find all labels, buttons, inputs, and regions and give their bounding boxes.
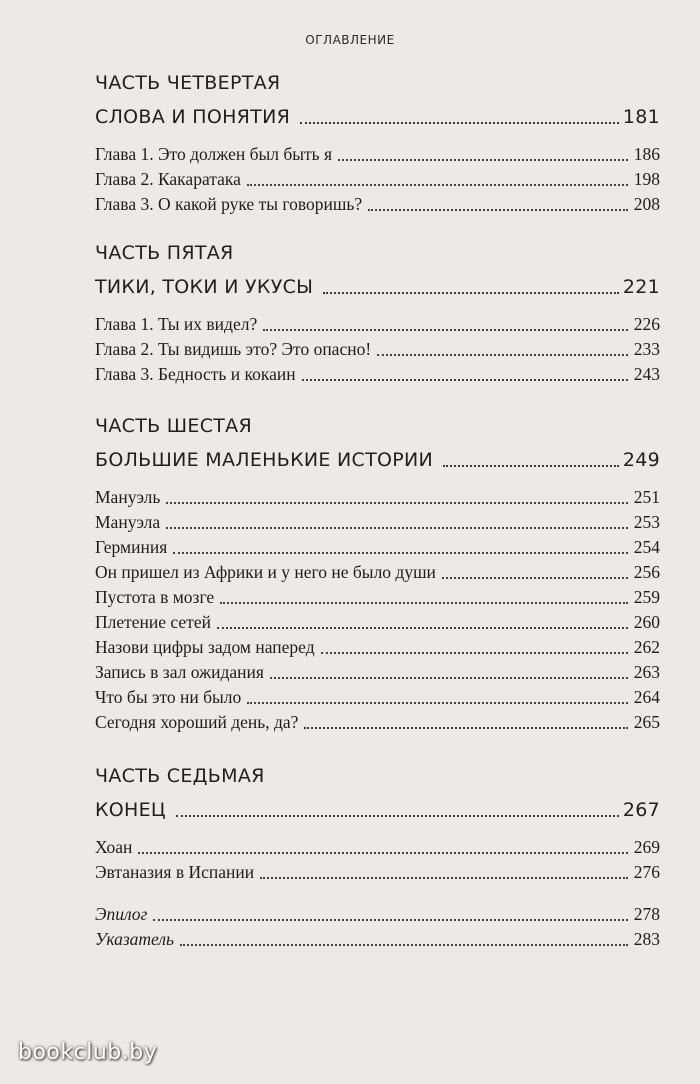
dot-leader xyxy=(220,602,628,604)
entry-title: Мануэль xyxy=(95,487,161,507)
part-title: КОНЕЦ xyxy=(95,799,166,821)
entry-title: Глава 1. Ты их видел? xyxy=(95,314,258,334)
entry-page-number: 276 xyxy=(633,862,660,882)
part-title-row[interactable] xyxy=(95,797,660,823)
part-title: БОЛЬШИЕ МАЛЕНЬКИЕ ИСТОРИИ xyxy=(95,449,434,471)
entry-page-number: 259 xyxy=(633,587,660,607)
toc-entry-epilogue[interactable] xyxy=(95,902,660,927)
toc-entry[interactable] xyxy=(95,362,660,387)
toc-entry[interactable] xyxy=(95,510,660,535)
toc-entry[interactable] xyxy=(95,860,660,885)
entry-title: Пустота в мозге xyxy=(95,587,215,607)
entry-title: Запись в зал ожидания xyxy=(95,662,264,682)
dot-leader xyxy=(166,527,628,529)
entry-title: Герминия xyxy=(95,537,168,557)
entry-page-number: 264 xyxy=(633,687,660,707)
entry-title: Хоан xyxy=(95,837,133,857)
dot-leader xyxy=(217,627,628,629)
dot-leader xyxy=(300,122,619,124)
toc-entry[interactable] xyxy=(95,660,660,685)
entry-page-number: 263 xyxy=(633,662,660,682)
dot-leader xyxy=(176,815,619,817)
entry-page-number: 243 xyxy=(633,364,660,384)
entry-title: Глава 2. Ты видишь это? Это опасно! xyxy=(95,339,372,359)
toc-entry[interactable] xyxy=(95,610,660,635)
dot-leader xyxy=(173,552,627,554)
toc-entry[interactable] xyxy=(95,535,660,560)
dot-leader xyxy=(323,292,619,294)
part-title-row[interactable] xyxy=(95,274,660,300)
entry-page-number: 186 xyxy=(633,144,660,164)
part-title: ТИКИ, ТОКИ И УКУСЫ xyxy=(95,276,314,298)
dot-leader xyxy=(443,465,619,467)
part-label: ЧАСТЬ СЕДЬМАЯ xyxy=(95,765,265,787)
entry-title: Сегодня хороший день, да? xyxy=(95,712,299,732)
part-seven xyxy=(95,763,660,885)
entry-title: Глава 3. О какой руке ты говоришь? xyxy=(95,194,363,214)
toc-entry[interactable] xyxy=(95,312,660,337)
toc-entry[interactable] xyxy=(95,685,660,710)
dot-leader xyxy=(247,702,627,704)
dot-leader xyxy=(270,677,628,679)
chapter-list xyxy=(95,835,660,885)
dot-leader xyxy=(304,727,627,729)
chapter-list xyxy=(95,485,660,735)
toc-entry[interactable] xyxy=(95,142,660,167)
page-header: ОГЛАВЛЕНИЕ xyxy=(305,33,395,47)
entry-title: Указатель xyxy=(95,929,174,949)
part-page-number: 267 xyxy=(622,799,660,821)
entry-page-number: 260 xyxy=(633,612,660,632)
part-label: ЧАСТЬ ШЕСТАЯ xyxy=(95,415,252,437)
part-page-number: 249 xyxy=(622,449,660,471)
part-four xyxy=(95,70,660,217)
toc-entry[interactable] xyxy=(95,585,660,610)
entry-title: Глава 2. Какаратака xyxy=(95,169,241,189)
dot-leader xyxy=(442,577,628,579)
toc-entry[interactable] xyxy=(95,485,660,510)
toc-entry[interactable] xyxy=(95,635,660,660)
entry-page-number: 254 xyxy=(633,537,660,557)
entry-title: Эпилог xyxy=(95,904,148,924)
entry-title: Глава 1. Это должен был быть я xyxy=(95,144,333,164)
dot-leader xyxy=(377,354,628,356)
entry-title: Эвтаназия в Испании xyxy=(95,862,255,882)
entry-page-number: 269 xyxy=(633,837,660,857)
back-matter xyxy=(95,902,660,952)
entry-page-number: 256 xyxy=(633,562,660,582)
entry-page-number: 262 xyxy=(633,637,660,657)
entry-title: Что бы это ни было xyxy=(95,687,242,707)
dot-leader xyxy=(263,329,628,331)
toc-entry[interactable] xyxy=(95,710,660,735)
part-title-row[interactable] xyxy=(95,447,660,473)
toc-entry[interactable] xyxy=(95,192,660,217)
entry-page-number: 226 xyxy=(633,314,660,334)
toc-entry[interactable] xyxy=(95,337,660,362)
toc-entry[interactable] xyxy=(95,835,660,860)
chapter-list xyxy=(95,142,660,217)
entry-page-number: 278 xyxy=(633,904,660,924)
entry-title: Назови цифры задом наперед xyxy=(95,637,315,657)
part-title: СЛОВА И ПОНЯТИЯ xyxy=(95,106,291,128)
entry-page-number: 265 xyxy=(633,712,660,732)
part-label: ЧАСТЬ ЧЕТВЕРТАЯ xyxy=(95,72,281,94)
toc-entry-index[interactable] xyxy=(95,927,660,952)
entry-title: Мануэла xyxy=(95,512,161,532)
part-title-row[interactable] xyxy=(95,104,660,130)
dot-leader xyxy=(321,652,628,654)
dot-leader xyxy=(338,159,628,161)
dot-leader xyxy=(153,919,627,921)
part-six xyxy=(95,413,660,735)
dot-leader xyxy=(247,184,628,186)
chapter-list xyxy=(95,312,660,387)
dot-leader xyxy=(302,379,628,381)
entry-page-number: 283 xyxy=(633,929,660,949)
entry-page-number: 253 xyxy=(633,512,660,532)
dot-leader xyxy=(138,852,627,854)
toc-entry[interactable] xyxy=(95,167,660,192)
entry-page-number: 251 xyxy=(633,487,660,507)
watermark: bookclub.by xyxy=(18,1040,158,1065)
entry-title: Плетение сетей xyxy=(95,612,211,632)
entry-page-number: 233 xyxy=(633,339,660,359)
dot-leader xyxy=(166,502,627,504)
dot-leader xyxy=(180,944,628,946)
entry-title: Он пришел из Африки и у него не было души xyxy=(95,562,436,582)
part-page-number: 221 xyxy=(622,276,660,298)
toc-entry[interactable] xyxy=(95,560,660,585)
dot-leader xyxy=(368,209,628,211)
entry-page-number: 198 xyxy=(633,169,660,189)
dot-leader xyxy=(260,877,628,879)
entry-page-number: 208 xyxy=(633,194,660,214)
entry-title: Глава 3. Бедность и кокаин xyxy=(95,364,296,384)
part-five xyxy=(95,240,660,387)
part-label: ЧАСТЬ ПЯТАЯ xyxy=(95,242,234,264)
part-page-number: 181 xyxy=(622,106,660,128)
